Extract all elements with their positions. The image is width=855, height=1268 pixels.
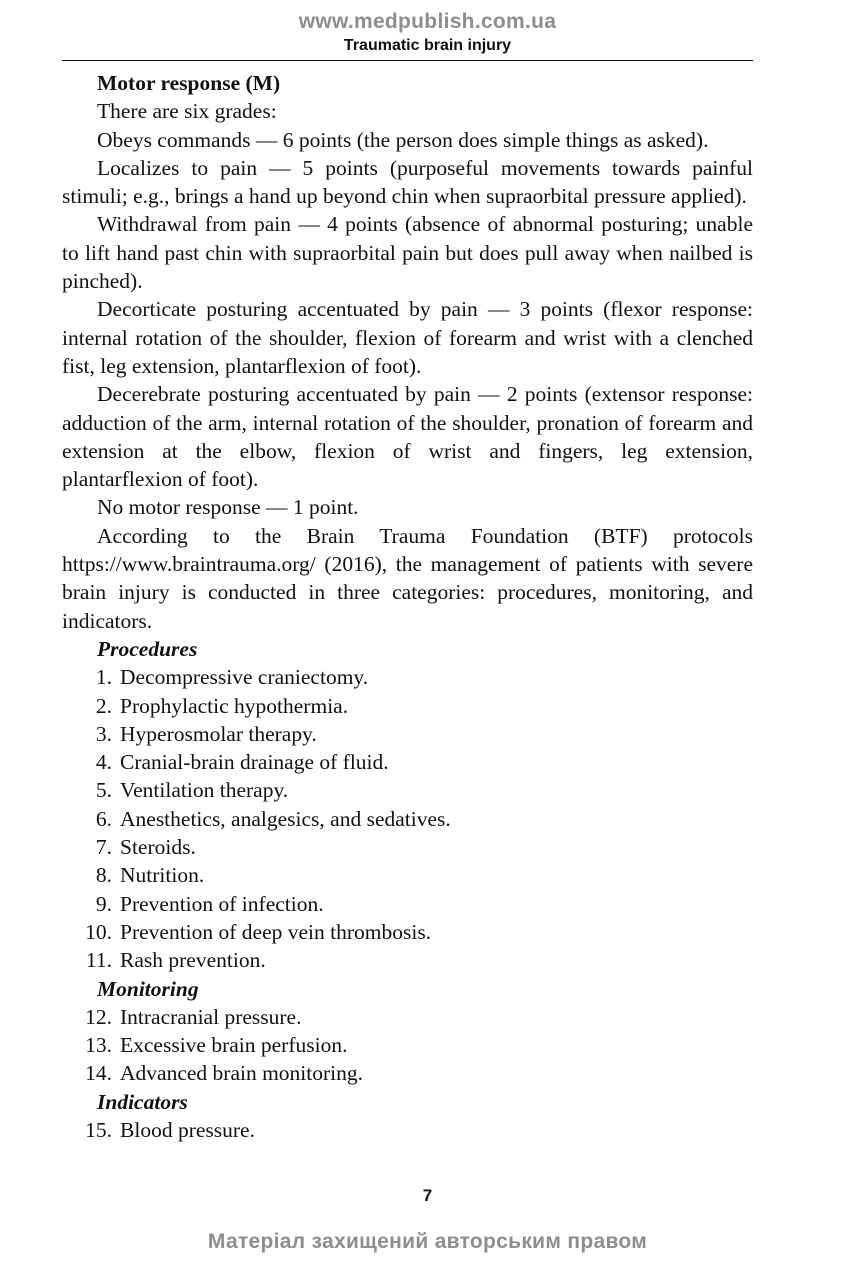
procedures-list (62, 663, 753, 974)
list-item (62, 946, 753, 974)
copyright-watermark: Матеріал захищений авторським правом (207, 1230, 648, 1253)
monitoring-heading: Monitoring (97, 976, 199, 1001)
list-number: 12. (85, 1004, 112, 1029)
page-number: 7 (422, 1186, 433, 1205)
header-rule (62, 60, 753, 61)
monitoring-list (62, 1003, 753, 1088)
paragraph: There are six grades: (97, 99, 277, 124)
paragraph: Decorticate posturing accentuated by pain — 3 points (flexor response: internal rotation of the shoulder, flexion of forearm and wrist with a clenched fist, leg extension, plantarflexion of foot). (62, 297, 753, 378)
list-number: 10. (85, 919, 112, 944)
list-item (62, 890, 753, 918)
list-item (62, 833, 753, 861)
paragraph: Localizes to pain — 5 points (purposeful movements towards painful stimuli; e.g., brings a hand up beyond chin when supraorbital pressure applied). (62, 155, 753, 209)
page-body (62, 69, 753, 1144)
list-text: Anesthetics, analgesics, and sedatives. (120, 806, 451, 831)
list-number: 8. (95, 863, 112, 888)
list-item (62, 1003, 753, 1031)
list-number: 6. (95, 806, 112, 831)
list-number: 3. (95, 721, 112, 746)
site-url: www.medpublish.com.ua (298, 10, 557, 33)
list-item (62, 805, 753, 833)
paragraph: No motor response — 1 point. (97, 495, 359, 520)
list-item (62, 748, 753, 776)
list-item (62, 1031, 753, 1059)
list-text: Excessive brain perfusion. (120, 1033, 348, 1058)
list-text: Cranial-brain drainage of fluid. (120, 750, 389, 775)
section-heading: Motor response (M) (97, 71, 281, 95)
list-text: Intracranial pressure. (120, 1004, 302, 1029)
list-text: Nutrition. (120, 863, 205, 888)
list-text: Advanced brain monitoring. (120, 1061, 364, 1086)
list-text: Hyperosmolar therapy. (120, 721, 317, 746)
list-number: 2. (95, 693, 112, 718)
list-number: 9. (95, 891, 112, 916)
list-item (62, 1059, 753, 1087)
running-title: Traumatic brain injury (343, 37, 512, 54)
paragraph: Decerebrate posturing accentuated by pain — 2 points (extensor response: adduction of the arm, internal rotation of the shoulder, pronation of forearm and extension at the elbow, flexion of wrist and fingers, leg extension, plantarflexion of foot). (62, 382, 753, 492)
list-text: Steroids. (120, 835, 196, 860)
list-number: 5. (95, 778, 112, 803)
list-item (62, 692, 753, 720)
indicators-list (62, 1116, 753, 1144)
list-item (62, 720, 753, 748)
list-text: Blood pressure. (120, 1117, 255, 1142)
indicators-heading: Indicators (97, 1089, 188, 1114)
list-number: 7. (95, 835, 112, 860)
list-text: Ventilation therapy. (120, 778, 289, 803)
list-item (62, 663, 753, 691)
list-number: 13. (85, 1033, 112, 1058)
list-text: Prophylactic hypothermia. (120, 693, 349, 718)
list-number: 14. (85, 1061, 112, 1086)
procedures-heading: Procedures (97, 636, 198, 661)
list-number: 4. (95, 750, 112, 775)
list-item (62, 918, 753, 946)
list-text: Rash prevention. (120, 948, 266, 973)
list-number: 15. (85, 1117, 112, 1142)
list-item (62, 776, 753, 804)
list-text: Prevention of infection. (120, 891, 324, 916)
list-item (62, 861, 753, 889)
list-number: 1. (95, 665, 112, 690)
paragraph: According to the Brain Trauma Foundation (BTF) protocols https://www.braintrauma.org/ (2016), the management of patients with severe brain injury is conducted in three categories: procedures, monitoring, and indicators. (62, 523, 753, 633)
list-text: Decompressive craniectomy. (120, 665, 369, 690)
paragraph: Obeys commands — 6 points (the person does simple things as asked). (97, 127, 709, 152)
list-number: 11. (85, 948, 112, 973)
list-item (62, 1116, 753, 1144)
paragraph: Withdrawal from pain — 4 points (absence of abnormal posturing; unable to lift hand past chin with supraorbital pain but does pull away when nailbed is pinched). (62, 212, 753, 294)
list-text: Prevention of deep vein thrombosis. (120, 919, 432, 944)
